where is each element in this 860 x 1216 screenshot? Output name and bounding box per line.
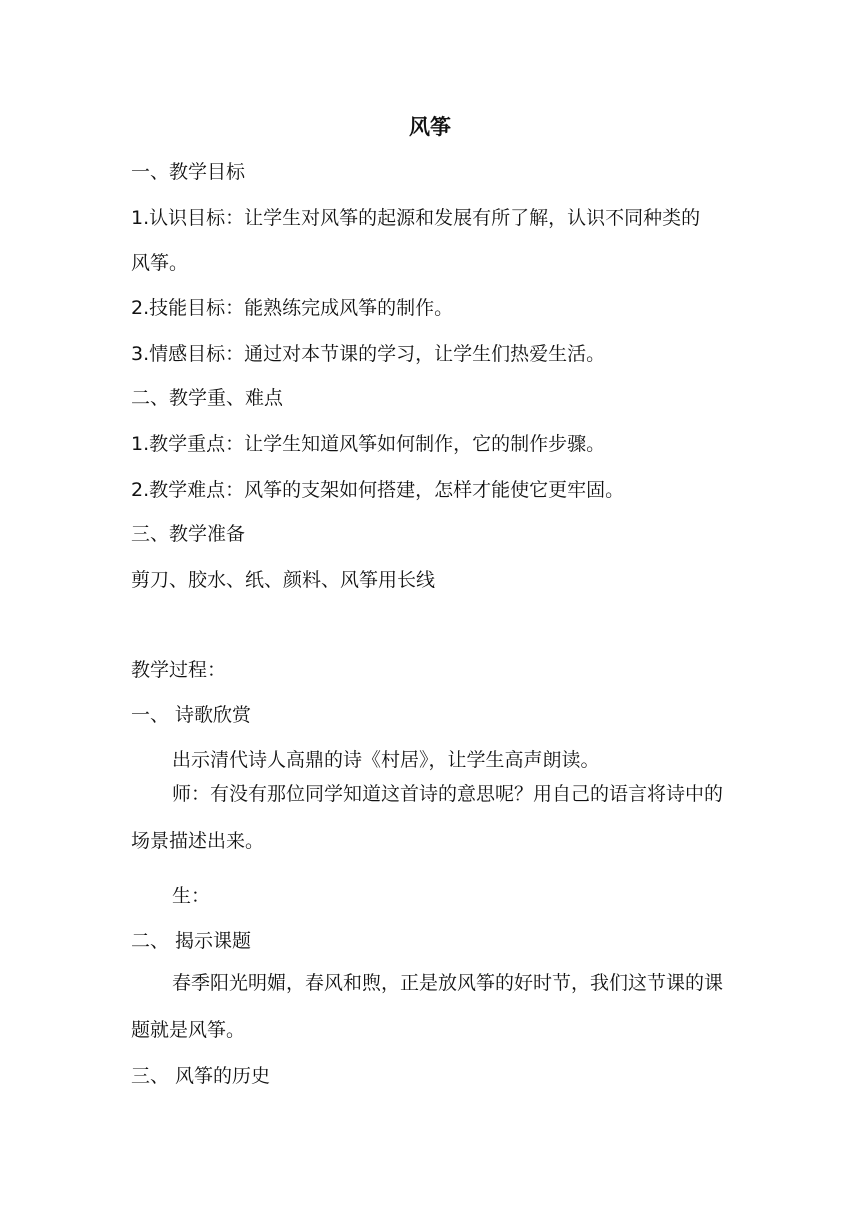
topic-reveal-paragraph [131,960,731,1054]
process-step-2-heading: 二、 揭示课题 [131,930,252,952]
section-heading-teaching-goals: 一、教学目标 [131,161,246,183]
goal-skill: 2.技能目标：能熟练完成风筝的制作。 [131,297,454,319]
document-title: 风筝 [409,115,451,139]
student-response: 生： [172,885,211,907]
teacher-question-paragraph [131,771,731,865]
process-step-1-text: 出示清代诗人高鼎的诗《村居》，让学生高声朗读。 [172,749,600,771]
goal-cognitive-line1: 1.认识目标：让学生对风筝的起源和发展有所了解，认识不同种类的 [131,207,701,229]
process-heading: 教学过程： [131,659,227,681]
materials-list: 剪刀、胶水、纸、颜料、风筝用长线 [131,569,436,591]
goal-emotion: 3.情感目标：通过对本节课的学习，让学生们热爱生活。 [131,343,606,365]
difficult-point: 2.教学难点：风筝的支架如何搭建，怎样才能使它更牢固。 [131,479,625,501]
topic-reveal-text: 春季阳光明媚，春风和煦，正是放风筝的好时节，我们这节课的课题就是风筝。 [131,972,724,1041]
process-step-3-heading: 三、 风筝的历史 [131,1065,271,1087]
teacher-question-text: 师：有没有那位同学知道这首诗的意思呢？用自己的语言将诗中的场景描述出来。 [131,783,724,852]
section-heading-key-points: 二、教学重、难点 [131,387,284,409]
process-step-1-heading: 一、 诗歌欣赏 [131,704,252,726]
section-heading-preparation: 三、教学准备 [131,523,246,545]
goal-cognitive-line2: 风筝。 [131,252,189,274]
key-point: 1.教学重点：让学生知道风筝如何制作，它的制作步骤。 [131,433,606,455]
